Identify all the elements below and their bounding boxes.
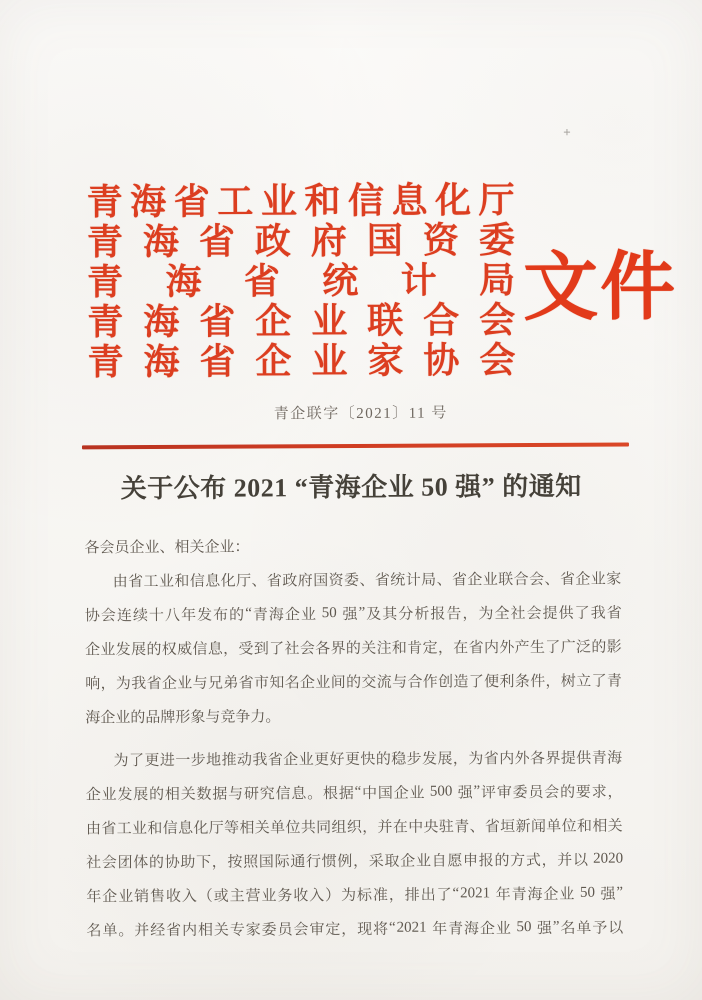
body-paragraph-2 [86, 740, 624, 947]
agency-name-line-5: 青 海 省 企 业 家 协 会 [87, 339, 516, 382]
body-line: 由 省 工 业 和 信 息 化 厅 、 省 政 府 国 资 委 、 省 统 计 局 、 省 企 业 联 合 会 、 省 企 业 家 [112, 571, 622, 590]
agency-name-line-4: 青 海 省 企 业 联 合 会 [87, 299, 516, 342]
agency-name-line-3: 青 海 省 统 计 局 [87, 259, 516, 302]
document-type-label: 文件 [522, 246, 678, 331]
agency-name-line-2: 青 海 省 政 府 国 资 委 [86, 219, 515, 262]
body-line: 为 了 更 进 一 步 地 推 动 我 省 企 业 更 好 更 快 的 稳 步 发 展 ， 为 省 内 外 各 界 提 供 青 海 [113, 750, 623, 769]
letterhead-agency-block [86, 177, 516, 382]
body-line: 协 会 连 续 十 八 年 发 布 的 “ 青 海 企 业 50 强 ” 及 其 分 析 报 告 ， 为 全 社 会 提 供 了 我 省 [84, 604, 622, 624]
agency-name-line-1: 青 海 省 工 业 和 信 息 化 厅 [86, 179, 515, 222]
body-line: 社 会 团 体 的 协 助 下 ， 按 照 国 际 通 行 惯 例 ， 采 取 企 业 自 愿 申 报 的 方 式 ， 并 以 2020 [86, 850, 624, 871]
body-line: 名 单 。 并 经 省 内 相 关 专 家 委 员 会 审 定 ， 现 将 “ 2021 年 青 海 企 业 50 强 ” 名 单 予 以 [86, 918, 624, 939]
body-line: 年 企 业 销 售 收 入 （ 或 主 营 业 务 收 入 ） 为 标 准 ， 排 出 了 “ 2021 年 青 海 企 业 50 强 ” [86, 884, 624, 905]
body-line: 响 ， 为 我 省 企 业 与 兄 弟 省 市 知 名 企 业 间 的 交 流 与 合 作 创 造 了 便 利 条 件 ， 树 立 了 青 [85, 673, 622, 692]
body-line: 海企业的品牌形象与竞争力。 [85, 708, 281, 726]
body-line: 企 业 发 展 的 权 威 信 息 ， 受 到 了 社 会 各 界 的 关 注 和 肯 定 ， 在 省 内 外 产 生 了 广 泛 的 影 [85, 639, 622, 658]
body-paragraph-1 [85, 561, 623, 734]
document-title: 关于公布 2021 “青海企业 50 强” 的通知 [120, 471, 582, 504]
document-body [84, 527, 623, 947]
registration-mark: + [563, 124, 571, 139]
salutation-line: 各会员企业、相关企业： [84, 539, 250, 556]
document-number: 青企联字〔2021〕11 号 [273, 405, 448, 423]
red-divider-line [82, 443, 629, 450]
body-line: 企 业 发 展 的 相 关 数 据 与 研 究 信 息 。 根 据 “ 中 国 企 业 500 强 ” 评 审 委 员 会 的 要 求 ， [85, 782, 623, 803]
body-line: 由 省 工 业 和 信 息 化 厅 等 相 关 单 位 共 同 组 织 ， 并 在 中 央 驻 青 、 省 垣 新 闻 单 位 和 相 关 [85, 818, 623, 837]
